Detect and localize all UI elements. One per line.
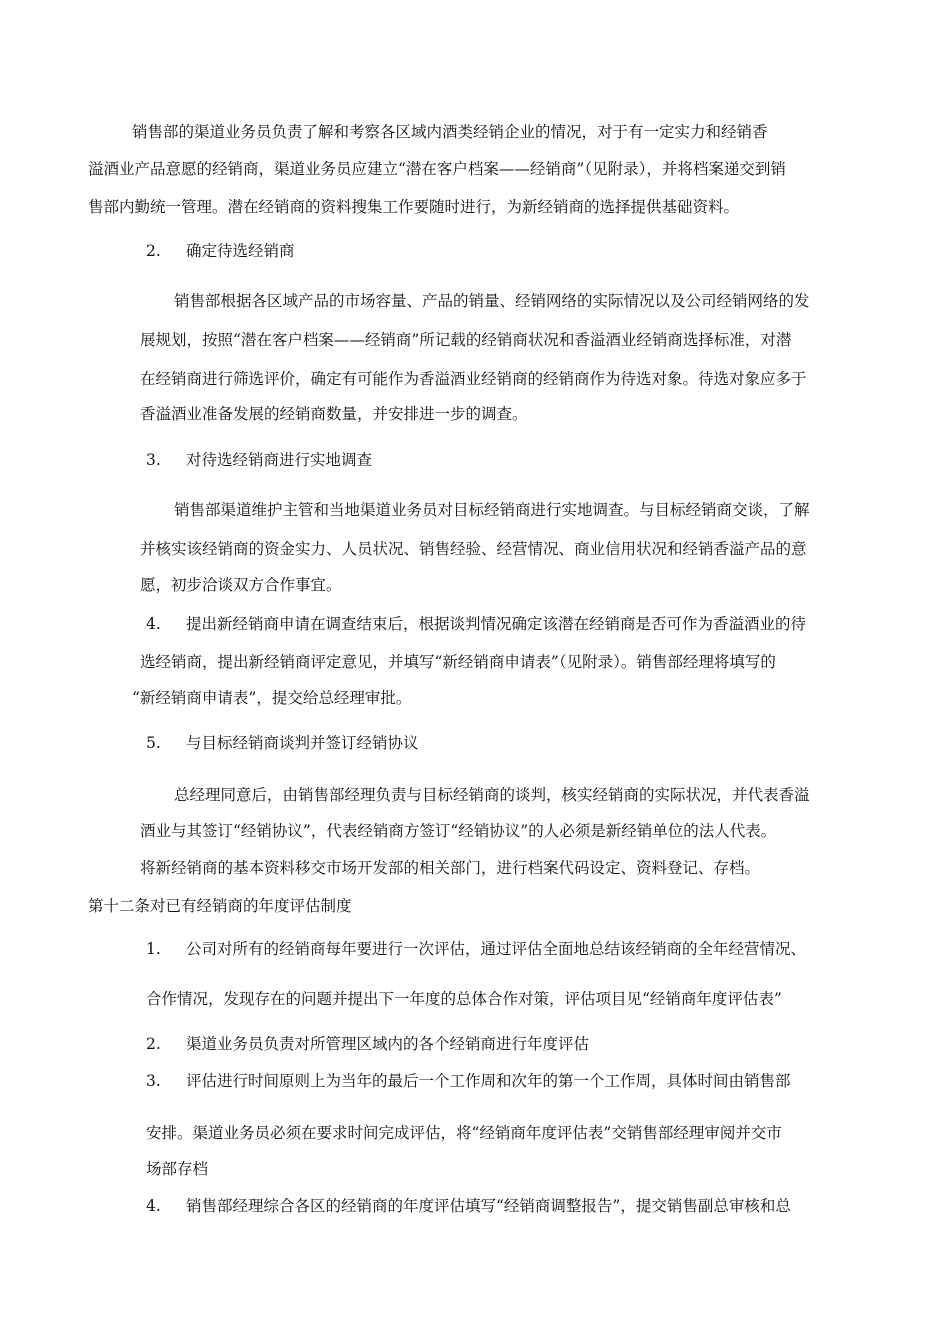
- step3-number: 3.: [146, 451, 161, 469]
- step4-line-3: “新经销商申请表”，提交给总经理审批。: [132, 689, 412, 707]
- step2-line-1: 销售部根据各区域产品的市场容量、产品的销量、经销网络的实际情况以及公司经销网络的发: [174, 292, 810, 310]
- step4-line-2: 选经销商，提出新经销商评定意见，并填写“新经销商申请表”（见附录）。销售部经理将填写的: [140, 653, 776, 671]
- step4-line-1: 提出新经销商申请在调查结束后，根据谈判情况确定该潜在经销商是否可作为香溢酒业的待: [186, 615, 807, 633]
- article12-item4-number: 4.: [146, 1197, 161, 1215]
- article12-item4-line-1: 销售部经理综合各区的经销商的年度评估填写“经销商调整报告”，提交销售副总审核和总: [186, 1197, 791, 1215]
- article12-item3-line-2: 安排。渠道业务员必须在要求时间完成评估，将“经销商年度评估表”交销售部经理审阅并交市: [146, 1124, 782, 1142]
- step5-line-2: 酒业与其签订“经销协议”，代表经销商方签订“经销协议”的人必须是新经销单位的法人代表。: [140, 822, 777, 840]
- article12-item1-number: 1.: [146, 940, 161, 958]
- intro-line-3: 售部内勤统一管理。潜在经销商的资料搜集工作要随时进行，为新经销商的选择提供基础资料。: [88, 198, 740, 216]
- step3-line-2: 并核实该经销商的资金实力、人员状况、销售经验、经营情况、商业信用状况和经销香溢产品的意: [140, 540, 807, 558]
- step3-line-3: 愿，初步洽谈双方合作事宜。: [140, 576, 342, 594]
- step3-title: 对待选经销商进行实地调查: [186, 451, 373, 469]
- article12-item3-number: 3.: [146, 1072, 161, 1090]
- intro-line-2: 溢酒业产品意愿的经销商，渠道业务员应建立“潜在客户档案——经销商”（见附录），并将档案递交到销: [88, 160, 786, 178]
- article12-item3-line-1: 评估进行时间原则上为当年的最后一个工作周和次年的第一个工作周，具体时间由销售部: [186, 1072, 791, 1090]
- article12-item1-line-2: 合作情况，发现存在的问题并提出下一年度的总体合作对策，评估项目见“经销商年度评估表”: [146, 990, 782, 1008]
- step2-line-4: 香溢酒业准备发展的经销商数量，并安排进一步的调查。: [140, 405, 528, 423]
- step5-line-3: 将新经销商的基本资料移交市场开发部的相关部门，进行档案代码设定、资料登记、存档。: [140, 859, 761, 877]
- article12-item1-line-1: 公司对所有的经销商每年要进行一次评估，通过评估全面地总结该经销商的全年经营情况、: [186, 940, 807, 958]
- article12-item3-line-3: 场部存档: [146, 1160, 209, 1178]
- step2-title: 确定待选经销商: [186, 242, 295, 260]
- article12-heading: 第十二条对已有经销商的年度评估制度: [88, 897, 352, 915]
- intro-line-1: 销售部的渠道业务员负责了解和考察各区域内酒类经销企业的情况，对于有一定实力和经销香: [132, 123, 768, 141]
- step2-number: 2.: [146, 242, 161, 260]
- step5-title: 与目标经销商谈判并签订经销协议: [186, 734, 419, 752]
- step5-number: 5.: [146, 734, 161, 752]
- article12-item2-number: 2.: [146, 1035, 161, 1053]
- step3-line-1: 销售部渠道维护主管和当地渠道业务员对目标经销商进行实地调查。与目标经销商交谈，了解: [174, 501, 810, 519]
- step2-line-3: 在经销商进行筛选评价，确定有可能作为香溢酒业经销商的经销商作为待选对象。待选对象应多于: [140, 370, 807, 388]
- step2-line-2: 展规划，按照“潜在客户档案——经销商”所记载的经销商状况和香溢酒业经销商选择标准，对潜: [140, 331, 792, 349]
- step4-number: 4.: [146, 615, 161, 633]
- article12-item2-line-1: 渠道业务员负责对所管理区域内的各个经销商进行年度评估: [186, 1035, 590, 1053]
- step5-line-1: 总经理同意后，由销售部经理负责与目标经销商的谈判，核实经销商的实际状况，并代表香溢: [174, 786, 810, 804]
